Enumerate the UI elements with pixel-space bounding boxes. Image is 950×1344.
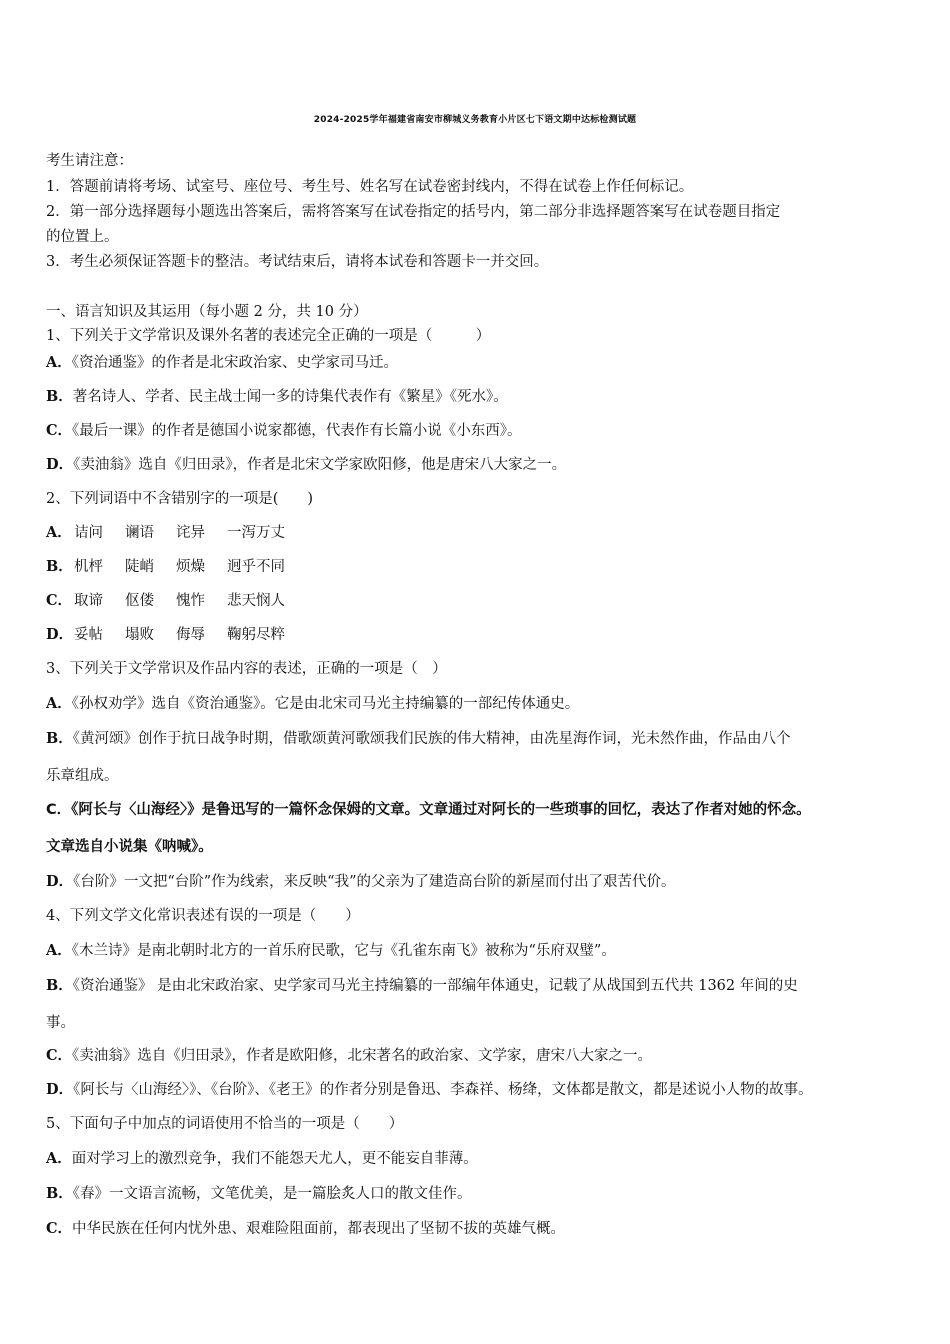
q1-option-b: B．著名诗人、学者、民主战士闻一多的诗集代表作有《繁星》《死水》。 bbox=[46, 388, 508, 405]
q4-option-a: A．《木兰诗》是南北朝时北方的一首乐府民歌，它与《孔雀东南飞》被称为“乐府双璧”。 bbox=[46, 942, 616, 959]
q5-option-b: B．《春》一文语言流畅，文笔优美，是一篇脍炙人口的散文佳作。 bbox=[46, 1185, 472, 1202]
q3-option-b-cont: 乐章组成。 bbox=[46, 768, 119, 784]
option-letter: B． bbox=[46, 388, 73, 405]
word: 陡峭 bbox=[125, 559, 154, 575]
q1-stem: 1、下列关于文学常识及课外名著的表述完全正确的一项是（ ） bbox=[46, 328, 491, 344]
option-label: A． bbox=[46, 524, 72, 541]
q2-option-d bbox=[46, 625, 307, 645]
option-letter: D． bbox=[46, 1081, 74, 1098]
q2-option-a bbox=[46, 523, 307, 543]
word: 塌败 bbox=[125, 627, 154, 643]
word: 侮辱 bbox=[176, 627, 205, 643]
word: 一泻万丈 bbox=[227, 525, 285, 541]
q4-option-b: B．《资治通鉴》 是由北宋政治家、史学家司马光主持编纂的一部编年体通史，记载了从战国到五代共 1362 年间的史 bbox=[46, 977, 798, 994]
option-letter: C． bbox=[46, 1047, 73, 1064]
option-letter: C． bbox=[46, 422, 73, 439]
word: 愧怍 bbox=[176, 593, 205, 609]
q3-option-d: D．《台阶》一文把“台阶”作为线索，来反映“我”的父亲为了建造高台阶的新屋而付出了艰苦代价。 bbox=[46, 873, 676, 890]
q1-option-c: C．《最后一课》的作者是德国小说家都德，代表作有长篇小说《小东西》。 bbox=[46, 422, 522, 439]
option-label: B． bbox=[46, 558, 73, 575]
page-title: 2024-2025学年福建省南安市柳城义务教育小片区七下语文期中达标检测试题 bbox=[313, 115, 637, 125]
option-letter: B． bbox=[46, 730, 73, 747]
word: 迥乎不同 bbox=[227, 559, 285, 575]
option-letter: B． bbox=[46, 977, 73, 994]
q5-option-a: A．面对学习上的激烈竞争，我们不能怨天尤人，更不能妄自菲薄。 bbox=[46, 1150, 478, 1167]
notice-item-3: 3．考生必须保证答题卡的整洁。考试结束后，请将本试卷和答题卡一并交回。 bbox=[46, 254, 549, 270]
q2-option-c bbox=[46, 591, 307, 611]
option-letter: A． bbox=[46, 695, 72, 712]
option-letter: A． bbox=[46, 942, 72, 959]
q4-option-d: D．《阿长与〈山海经〉》、《台阶》、《老王》的作者分别是鲁迅、李森祥、杨绛，文体都是散文，都是述说小人物的故事。 bbox=[46, 1081, 813, 1098]
word: 妥帖 bbox=[74, 627, 103, 643]
q4-option-b-cont: 事。 bbox=[46, 1015, 75, 1031]
option-letter: D． bbox=[46, 456, 74, 473]
notice-item-2-cont: 的位置上。 bbox=[46, 229, 119, 245]
section-heading: 一、语言知识及其运用（每小题 2 分，共 10 分） bbox=[46, 304, 368, 320]
q3-option-a: A．《孙权劝学》选自《资治通鉴》。它是由北宋司马光主持编纂的一部纪传体通史。 bbox=[46, 695, 580, 712]
q3-option-b: B．《黄河颂》创作于抗日战争时期，借歌颂黄河歌颂我们民族的伟大精神，由冼星海作词，光未然作曲，作品由八个 bbox=[46, 730, 791, 747]
option-label: D． bbox=[46, 626, 74, 643]
option-label: C． bbox=[46, 592, 73, 609]
q1-option-a: A．《资治通鉴》的作者是北宋政治家、史学家司马迁。 bbox=[46, 354, 399, 371]
notice-item-1: 1．答题前请将考场、试室号、座位号、考生号、姓名写在试卷密封线内，不得在试卷上作任何标记。 bbox=[46, 179, 694, 195]
notice-item-2: 2．第一部分选择题每小题选出答案后，需将答案写在试卷指定的括号内，第二部分非选择题答案写在试卷题目指定 bbox=[46, 204, 781, 220]
word: 取谛 bbox=[74, 593, 103, 609]
q5-stem: 5、下面句子中加点的词语使用不恰当的一项是（ ） bbox=[46, 1116, 404, 1132]
q3-option-c: C．《阿长与〈山海经〉》是鲁迅写的一篇怀念保姆的文章。文章通过对阿长的一些琐事的回忆，表达了作者对她的怀念。 bbox=[46, 802, 811, 818]
word: 机枰 bbox=[74, 559, 103, 575]
option-letter: A． bbox=[46, 1150, 72, 1167]
q3-option-c-cont: 文章选自小说集《呐喊》。 bbox=[46, 839, 213, 855]
word: 伛偻 bbox=[125, 593, 154, 609]
q3-stem: 3、下列关于文学常识及作品内容的表述，正确的一项是（ ） bbox=[46, 661, 447, 677]
notice-heading: 考生请注意： bbox=[46, 153, 133, 169]
q1-option-d: D．《卖油翁》选自《归田录》，作者是北宋文学家欧阳修，他是唐宋八大家之一。 bbox=[46, 456, 567, 473]
q2-option-b bbox=[46, 557, 307, 577]
word: 谰语 bbox=[125, 525, 154, 541]
word: 鞠躬尽粹 bbox=[227, 627, 285, 643]
option-letter: C． bbox=[46, 1220, 73, 1237]
q2-stem: 2、下列词语中不含错别字的一项是( ) bbox=[46, 491, 314, 507]
q5-option-c: C．中华民族在任何内忧外患、艰难险阻面前，都表现出了坚韧不拔的英雄气概。 bbox=[46, 1220, 566, 1237]
word: 烦燥 bbox=[176, 559, 205, 575]
option-letter: D． bbox=[46, 873, 74, 890]
word: 悲天悯人 bbox=[227, 593, 285, 609]
q4-option-c: C．《卖油翁》选自《归田录》，作者是欧阳修，北宋著名的政治家、文学家，唐宋八大家之一。 bbox=[46, 1047, 653, 1064]
option-letter: A． bbox=[46, 354, 72, 371]
word: 诧异 bbox=[176, 525, 205, 541]
word: 诘问 bbox=[74, 525, 103, 541]
option-letter: B． bbox=[46, 1185, 73, 1202]
q4-stem: 4、下列文学文化常识表述有误的一项是（ ） bbox=[46, 908, 360, 924]
